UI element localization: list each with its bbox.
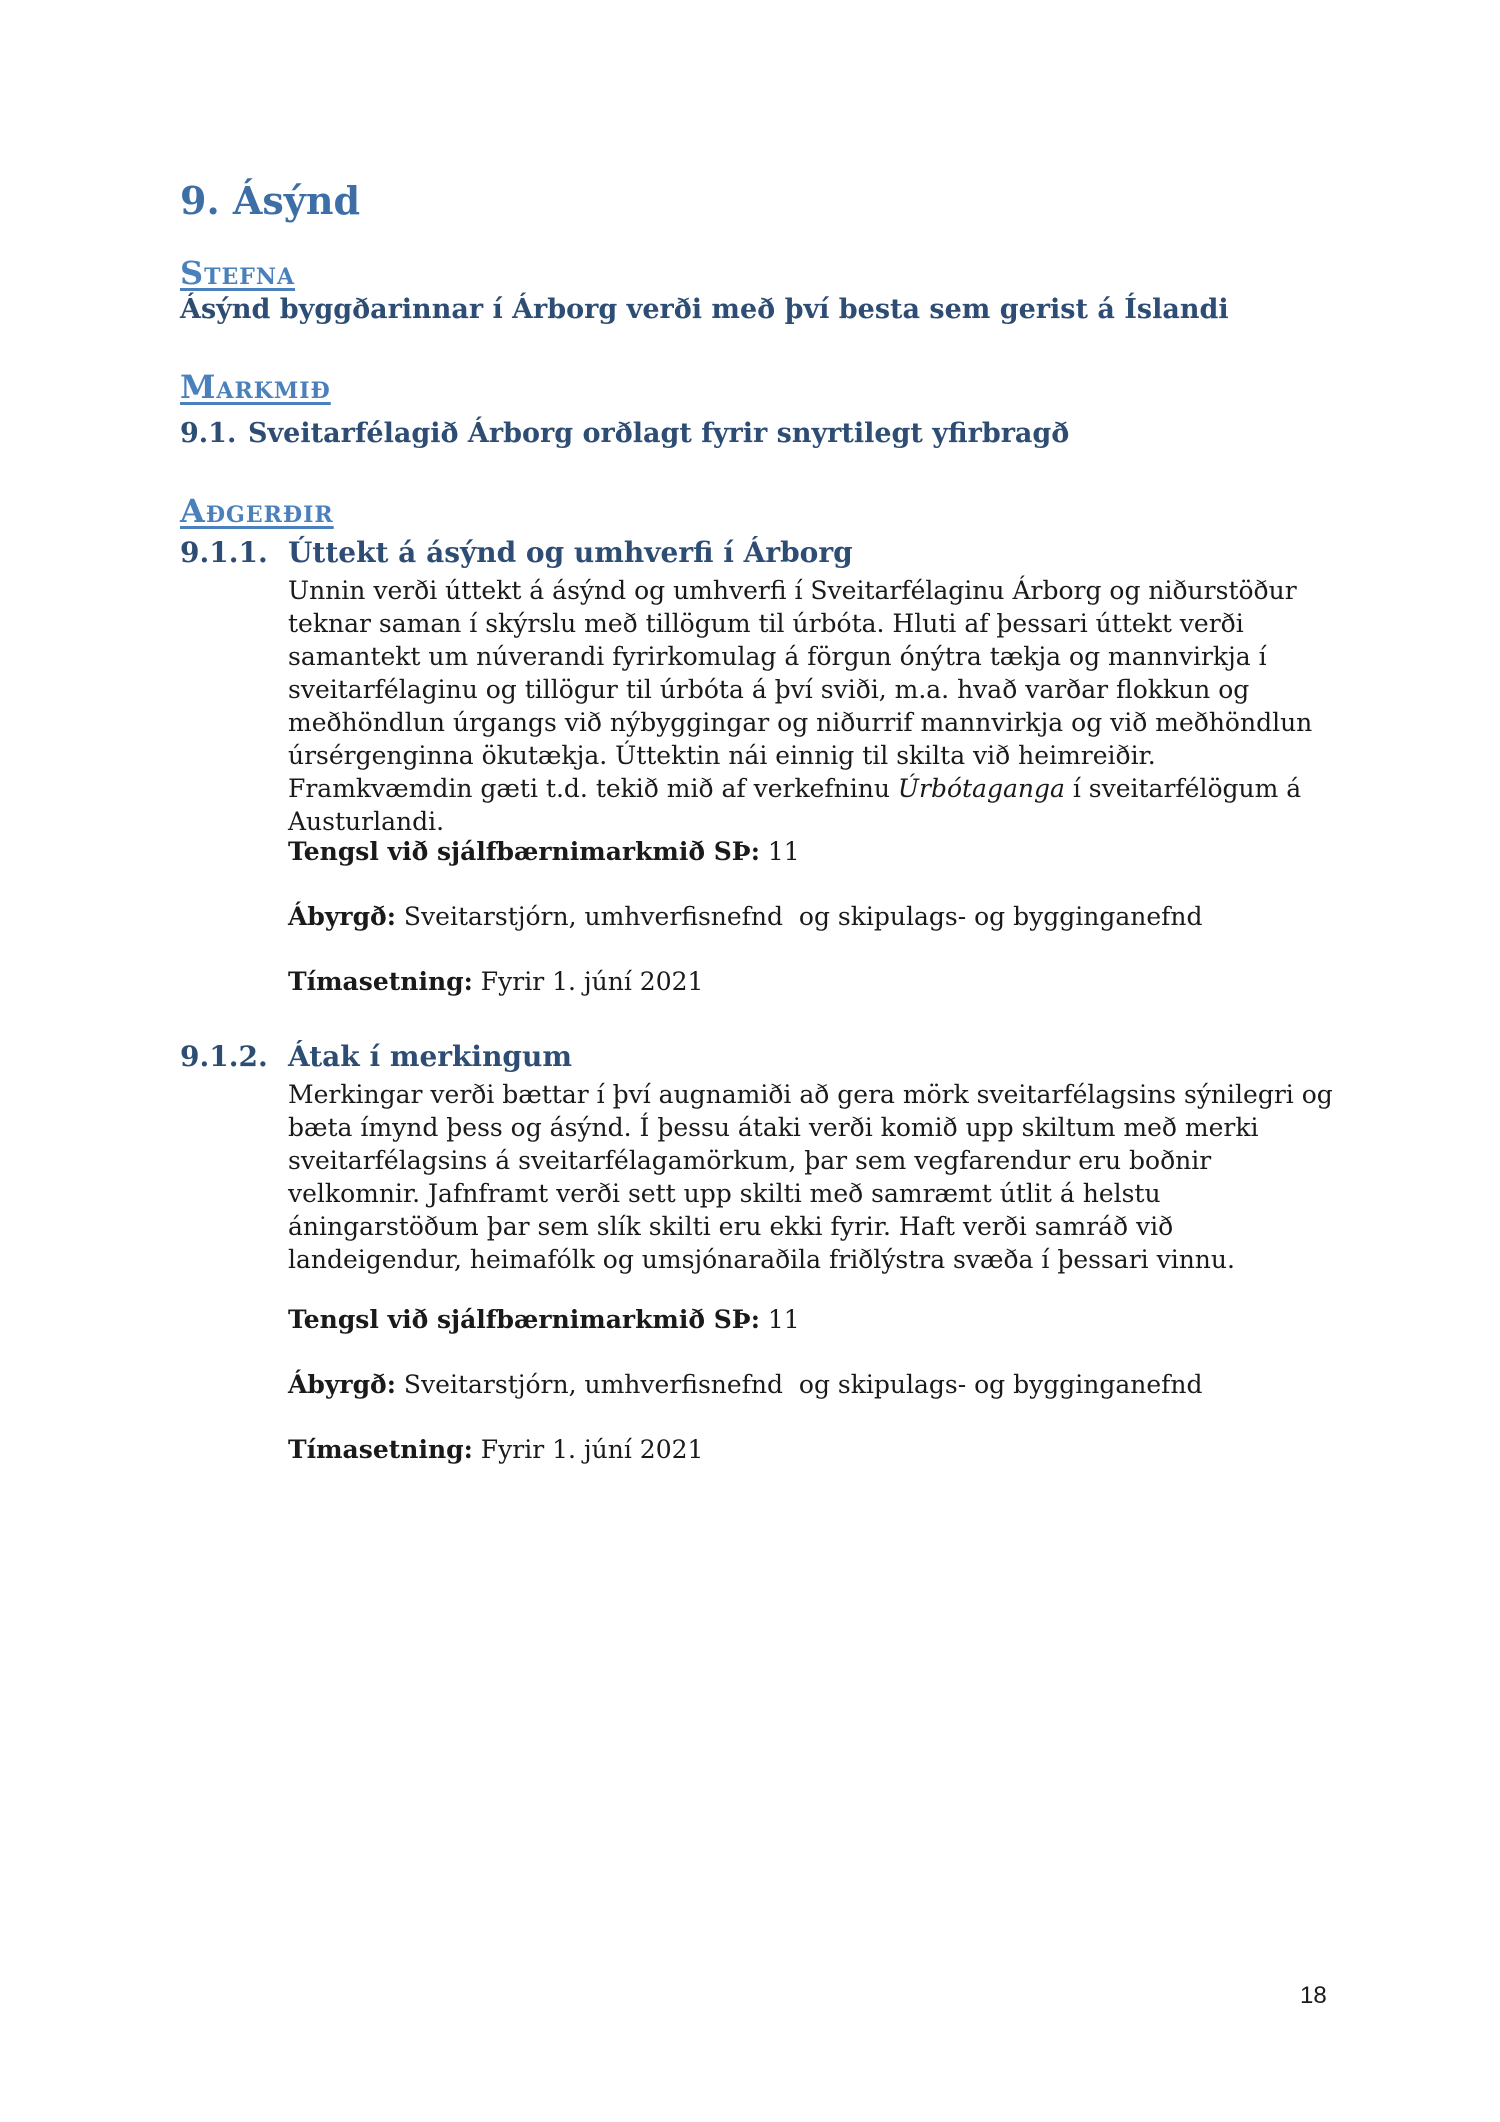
action-body: [288, 574, 1338, 838]
body-text: í sveitarfélögum á Austurlandi.: [288, 774, 1302, 836]
goal-number: 9.1.: [180, 418, 237, 449]
tengsl-label: Tengsl við sjálfbærnimarkmið SÞ:: [288, 837, 760, 866]
markmid-heading: Markmið: [180, 368, 331, 406]
tengsl-value: 11: [767, 837, 800, 866]
action-number: 9.1.1.: [180, 536, 268, 569]
adgerdir-heading: Aðgerðir: [180, 492, 334, 530]
page-number: 18: [1300, 1982, 1327, 2009]
tengsl-value: 11: [767, 1305, 800, 1334]
abyrgd-label: Ábyrgð:: [288, 902, 396, 931]
timi-line: [288, 1435, 703, 1464]
action-title: Úttekt á ásýnd og umhverfi í Árborg: [288, 536, 853, 569]
action-paragraph: Merkingar verði bættar í því augnamiði að gera mörk sveitarfélagsins sýnilegri og bæta ímynd þess og ásýnd. Í þessu átaki verði komið upp skiltum með merki sveitarfélagsins á sveitarfélagamörkum, þar sem vegfarendur eru boðnir velkomnir. Jafnframt verði sett upp skilti með samræmt útlit á helstu áningarstöðum þar sem slík skilti eru ekki fyrir. Haft verði samráð við landeigendur, heimafólk og umsjónaraðila friðlýstra svæða í þessari vinnu.: [288, 1080, 1333, 1274]
chapter-title: 9. Ásýnd: [180, 178, 361, 223]
action-heading: [180, 1040, 572, 1073]
action-title: Átak í merkingum: [288, 1040, 572, 1073]
tengsl-label: Tengsl við sjálfbærnimarkmið SÞ:: [288, 1305, 760, 1334]
timi-label: Tímasetning:: [288, 967, 473, 996]
stefna-heading: Stefna: [180, 254, 296, 292]
action-body: [288, 1078, 1338, 1276]
timi-label: Tímasetning:: [288, 1435, 473, 1464]
timi-line: [288, 967, 703, 996]
abyrgd-label: Ábyrgð:: [288, 1370, 396, 1399]
stefna-statement: Ásýnd byggðarinnar í Árborg verði með því besta sem gerist á Íslandi: [180, 294, 1229, 325]
goal-text: Sveitarfélagið Árborg orðlagt fyrir snyrtilegt yfirbragð: [248, 418, 1070, 449]
abyrgd-value: Sveitarstjórn, umhverfisnefnd og skipulags- og bygginganefnd: [403, 902, 1203, 931]
abyrgd-line: [288, 1370, 1203, 1399]
timi-value: Fyrir 1. júní 2021: [480, 967, 704, 996]
abyrgd-value: Sveitarstjórn, umhverfisnefnd og skipulags- og bygginganefnd: [403, 1370, 1203, 1399]
abyrgd-line: [288, 902, 1203, 931]
action-heading: [180, 536, 853, 569]
goal-line: [180, 418, 1069, 449]
project-name-italic: Úrbótaganga: [897, 774, 1065, 803]
action-number: 9.1.2.: [180, 1040, 268, 1073]
timi-value: Fyrir 1. júní 2021: [480, 1435, 704, 1464]
action-paragraph: [288, 574, 1338, 838]
body-text: Unnin verði úttekt á ásýnd og umhverfi í Sveitarfélaginu Árborg og niðurstöður teknar saman í skýrslu með tillögum til úrbóta. Hluti af þessari úttekt verði samantekt um núverandi fyrirkomulag á förgun ónýtra tækja og mannvirkja í sveitarfélaginu og tillögur til úrbóta á því sviði, m.a. hvað varðar flokkun og meðhöndlun úrgangs við nýbyggingar og niðurrif mannvirkja og við meðhöndlun úrsérgenginna ökutækja. Úttektin nái einnig til skilta við heimreiðir. Framkvæmdin gæti t.d. tekið mið af verkefninu: [288, 576, 1313, 803]
tengsl-line: [288, 837, 800, 866]
tengsl-line: [288, 1305, 800, 1334]
